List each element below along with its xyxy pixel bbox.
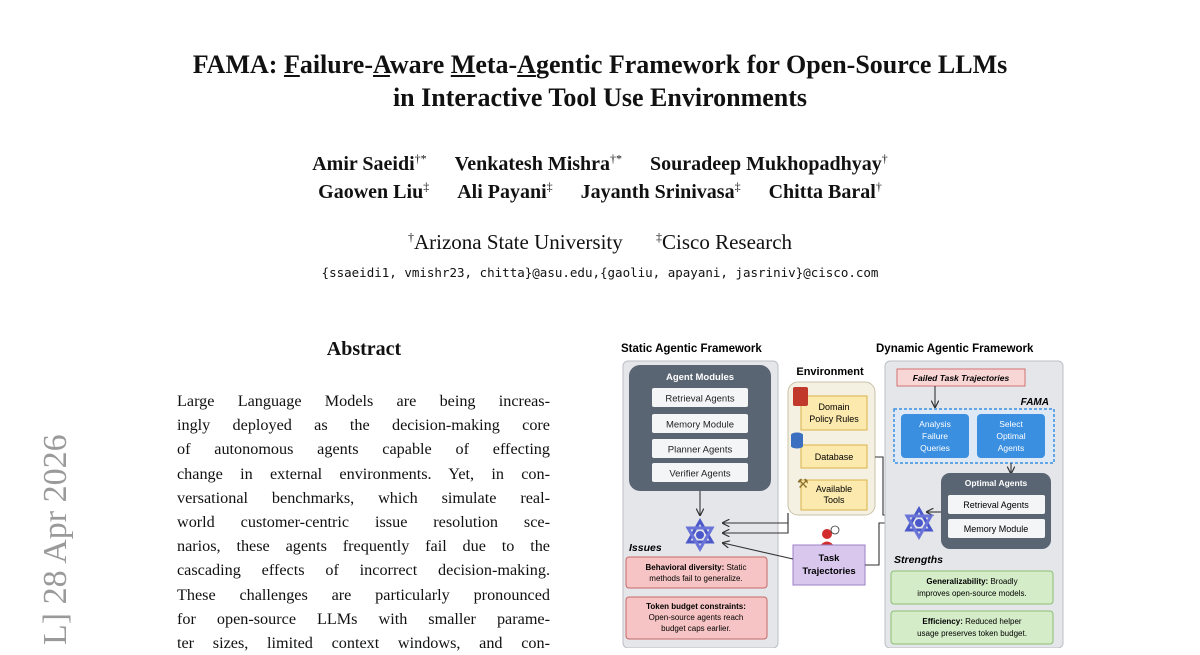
issue-behavioral-diversity xyxy=(626,557,767,588)
title-segment: eta- xyxy=(475,50,518,79)
abstract-line: versational benchmarks, which simulate real- xyxy=(177,488,550,507)
abstract-line: These challenges are particularly pronounced xyxy=(177,585,550,604)
strength-generalizability xyxy=(891,571,1053,604)
strength-efficiency xyxy=(891,611,1053,644)
affiliations xyxy=(0,230,1200,255)
abstract-line: of autonomous agents capable of effecting xyxy=(177,440,550,459)
abstract-line: cascading effects of incorrect decision-making. xyxy=(177,561,550,580)
author-affiliation-mark: ‡ xyxy=(546,179,553,193)
author-affiliation-mark: †* xyxy=(414,151,427,165)
abstract-line: ter sizes, limited context windows, and con- xyxy=(177,634,550,653)
author-name: Amir Saeidi†* xyxy=(312,151,427,175)
fama-select-line-1: Select xyxy=(999,419,1023,429)
env-policy-line-2: Policy Rules xyxy=(809,414,859,424)
arxiv-stamp-text: L] 28 Apr 2026 xyxy=(37,434,74,645)
optimal-agent-label: Retrieval Agents xyxy=(963,500,1029,510)
strength-1-line-2: improves open-source models. xyxy=(917,589,1027,598)
env-tools-line-2: Tools xyxy=(823,495,845,505)
agent-module-label: Memory Module xyxy=(665,419,735,431)
fama-label: FAMA xyxy=(1020,397,1049,408)
paper-title xyxy=(0,48,1200,114)
rule-book-icon xyxy=(793,387,808,406)
abstract-line: for open-source LLMs with smaller parame- xyxy=(177,609,550,628)
strengths-title: Strengths xyxy=(894,554,944,566)
author-affiliation-mark: † xyxy=(881,151,888,165)
env-database-label: Database xyxy=(814,452,854,462)
fama-analysis-line-2: Failure xyxy=(922,431,948,441)
arxiv-stamp xyxy=(16,380,76,648)
author-name: Venkatesh Mishra†* xyxy=(454,151,623,175)
optimal-agents-title: Optimal Agents xyxy=(964,478,1028,488)
title-segment: gentic Framework for Open-Source LLMs xyxy=(535,50,1008,79)
task-trajectories-line-2: Trajectories xyxy=(802,566,856,577)
abstract-line: ingly deployed as the decision-making core xyxy=(177,416,550,435)
task-trajectories-box xyxy=(793,545,865,585)
title-initial: M xyxy=(450,50,476,79)
author-name: Jayanth Srinivasa‡ xyxy=(580,179,741,203)
issue-2-heading: Token budget constraints: xyxy=(646,602,746,611)
author-affiliation-mark: ‡ xyxy=(423,179,430,193)
tools-icon: ⚒ xyxy=(797,476,809,491)
env-tools-line-1: Available xyxy=(815,484,853,494)
agent-module-label: Planner Agents xyxy=(667,444,733,456)
issue-2-line-1: Open-source agents reach xyxy=(648,613,744,622)
optimal-agent-label: Memory Module xyxy=(963,524,1029,534)
author-affiliation-mark: † xyxy=(875,179,882,193)
dynamic-framework-title: Dynamic Agentic Framework xyxy=(876,343,1034,355)
title-segment: ailure- xyxy=(299,50,374,79)
abstract-line: change in external environments. Yet, in con- xyxy=(177,464,550,483)
issues-title: Issues xyxy=(629,542,662,554)
abstract-line: Large Language Models are being increas- xyxy=(177,392,550,410)
static-framework-title: Static Agentic Framework xyxy=(621,343,762,355)
title-segment: ware xyxy=(389,50,451,79)
author-affiliation-mark: ‡ xyxy=(734,179,741,193)
overview-figure xyxy=(617,337,1067,648)
strength-2-line-2: usage preserves token budget. xyxy=(917,629,1027,638)
author-name: Gaowen Liu‡ xyxy=(318,179,430,203)
agent-modules-title: Agent Modules xyxy=(665,372,735,383)
title-initial: F xyxy=(283,50,300,79)
title-line-1 xyxy=(0,48,1200,81)
issue-2-line-2: budget caps earlier. xyxy=(661,624,731,633)
fama-analysis-line-3: Queries xyxy=(920,443,950,453)
abstract-heading: Abstract xyxy=(326,338,402,360)
author-affiliation-mark: †* xyxy=(610,151,623,165)
strength-1-line-1: Generalizability: Broadly xyxy=(926,577,1018,586)
user-icon xyxy=(819,526,839,547)
author-name: Souradeep Mukhopadhyay† xyxy=(650,151,888,175)
abstract-line: world customer-centric issue resolution sce- xyxy=(177,513,550,532)
env-policy-line-1: Domain xyxy=(818,402,850,412)
fama-select-line-3: Agents xyxy=(997,443,1025,453)
abstract-line: narios, these agents frequently fail due to the xyxy=(177,537,550,556)
title-initial: A xyxy=(373,50,390,79)
agent-module-label: Verifier Agents xyxy=(669,468,731,480)
strength-2-line-1: Efficiency: Reduced helper xyxy=(922,617,1022,626)
abstract-body xyxy=(177,389,550,655)
fama-analysis-line-1: Analysis xyxy=(919,419,951,429)
fama-select-line-2: Optimal xyxy=(996,431,1026,441)
title-line-2: in Interactive Tool Use Environments xyxy=(392,83,808,112)
environment-title: Environment xyxy=(796,366,864,378)
author-row-2 xyxy=(0,172,1200,206)
author-name: Ali Payani‡ xyxy=(457,179,553,203)
affiliation-cisco: ‡Cisco Research xyxy=(655,230,793,254)
title-initial: A xyxy=(517,50,536,79)
issue-1-line-1: Behavioral diversity: Static xyxy=(645,563,747,572)
affiliation-asu: †Arizona State University xyxy=(407,230,623,254)
title-segment: FAMA: xyxy=(192,50,284,79)
author-emails: {ssaeidi1, vmishr23, chitta}@asu.edu,{gaoliu, apayani, jasriniv}@cisco.com xyxy=(321,265,879,280)
agent-module-label: Retrieval Agents xyxy=(665,393,735,405)
failed-trajectories-label: Failed Task Trajectories xyxy=(912,373,1010,383)
task-trajectories-line-1: Task xyxy=(818,553,840,564)
database-icon xyxy=(791,433,803,449)
framework-diagram xyxy=(617,337,1067,648)
author-name: Chitta Baral† xyxy=(768,179,882,203)
issue-1-line-2: methods fail to generalize. xyxy=(649,574,743,583)
